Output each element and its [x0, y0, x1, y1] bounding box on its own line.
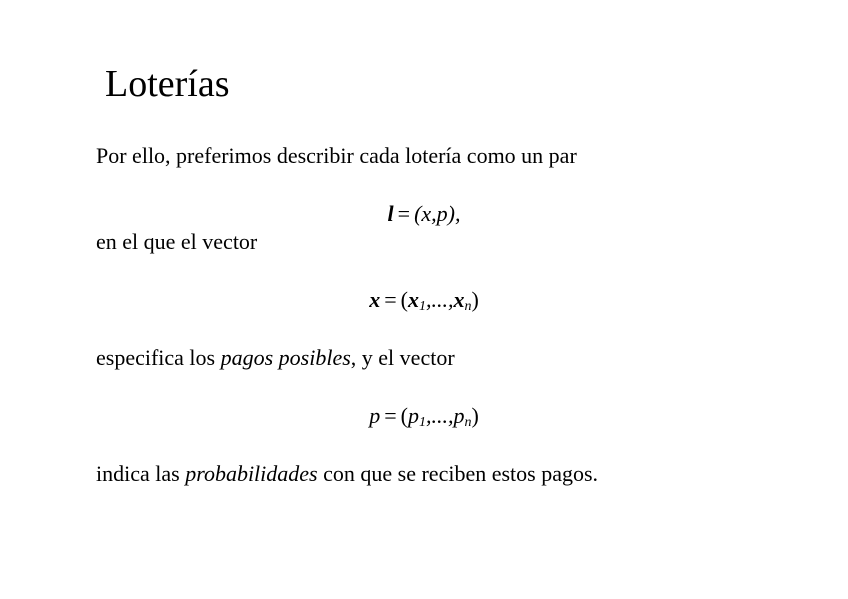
probabilities-paragraph [96, 460, 598, 488]
payoffs-text-after: , y el vector [350, 345, 455, 370]
lottery-pair: (x,p), [414, 201, 461, 226]
payoff-vector-formula [0, 286, 848, 314]
payoff-first-var: x [407, 287, 419, 312]
payoff-vector-symbol: x [369, 287, 381, 312]
lottery-formula [0, 200, 848, 228]
slide-title: Loterías [105, 63, 230, 105]
ellipsis: ,..., [425, 287, 454, 312]
equals-sign: = [384, 287, 397, 312]
vector-intro-paragraph: en el que el vector [96, 229, 258, 254]
payoff-last-var: x [453, 287, 465, 312]
payoffs-emphasis: pagos posibles [220, 345, 351, 370]
open-paren: ( [400, 403, 408, 428]
lottery-symbol: l [387, 201, 394, 226]
payoff-first-subscript: 1 [418, 299, 426, 314]
payoffs-paragraph [96, 344, 455, 372]
close-paren: ) [471, 287, 479, 312]
payoff-last-subscript: n [464, 299, 472, 314]
probability-last-var: p [453, 403, 465, 428]
probability-vector-formula [0, 402, 848, 430]
payoffs-text-before: especifica los [96, 345, 221, 370]
ellipsis: ,..., [425, 403, 454, 428]
open-paren: ( [400, 287, 408, 312]
probability-last-subscript: n [464, 415, 472, 430]
probability-first-subscript: 1 [418, 415, 426, 430]
close-paren: ) [471, 403, 479, 428]
probabilities-text-after: con que se reciben estos pagos. [317, 461, 599, 486]
probabilities-text-before: indica las [96, 461, 186, 486]
probability-vector-symbol: p [369, 403, 381, 428]
equals-sign: = [384, 403, 397, 428]
intro-paragraph: Por ello, preferimos describir cada lotería como un par [96, 143, 577, 168]
probability-first-var: p [407, 403, 419, 428]
equals-sign: = [397, 201, 411, 226]
probabilities-emphasis: probabilidades [185, 461, 318, 486]
